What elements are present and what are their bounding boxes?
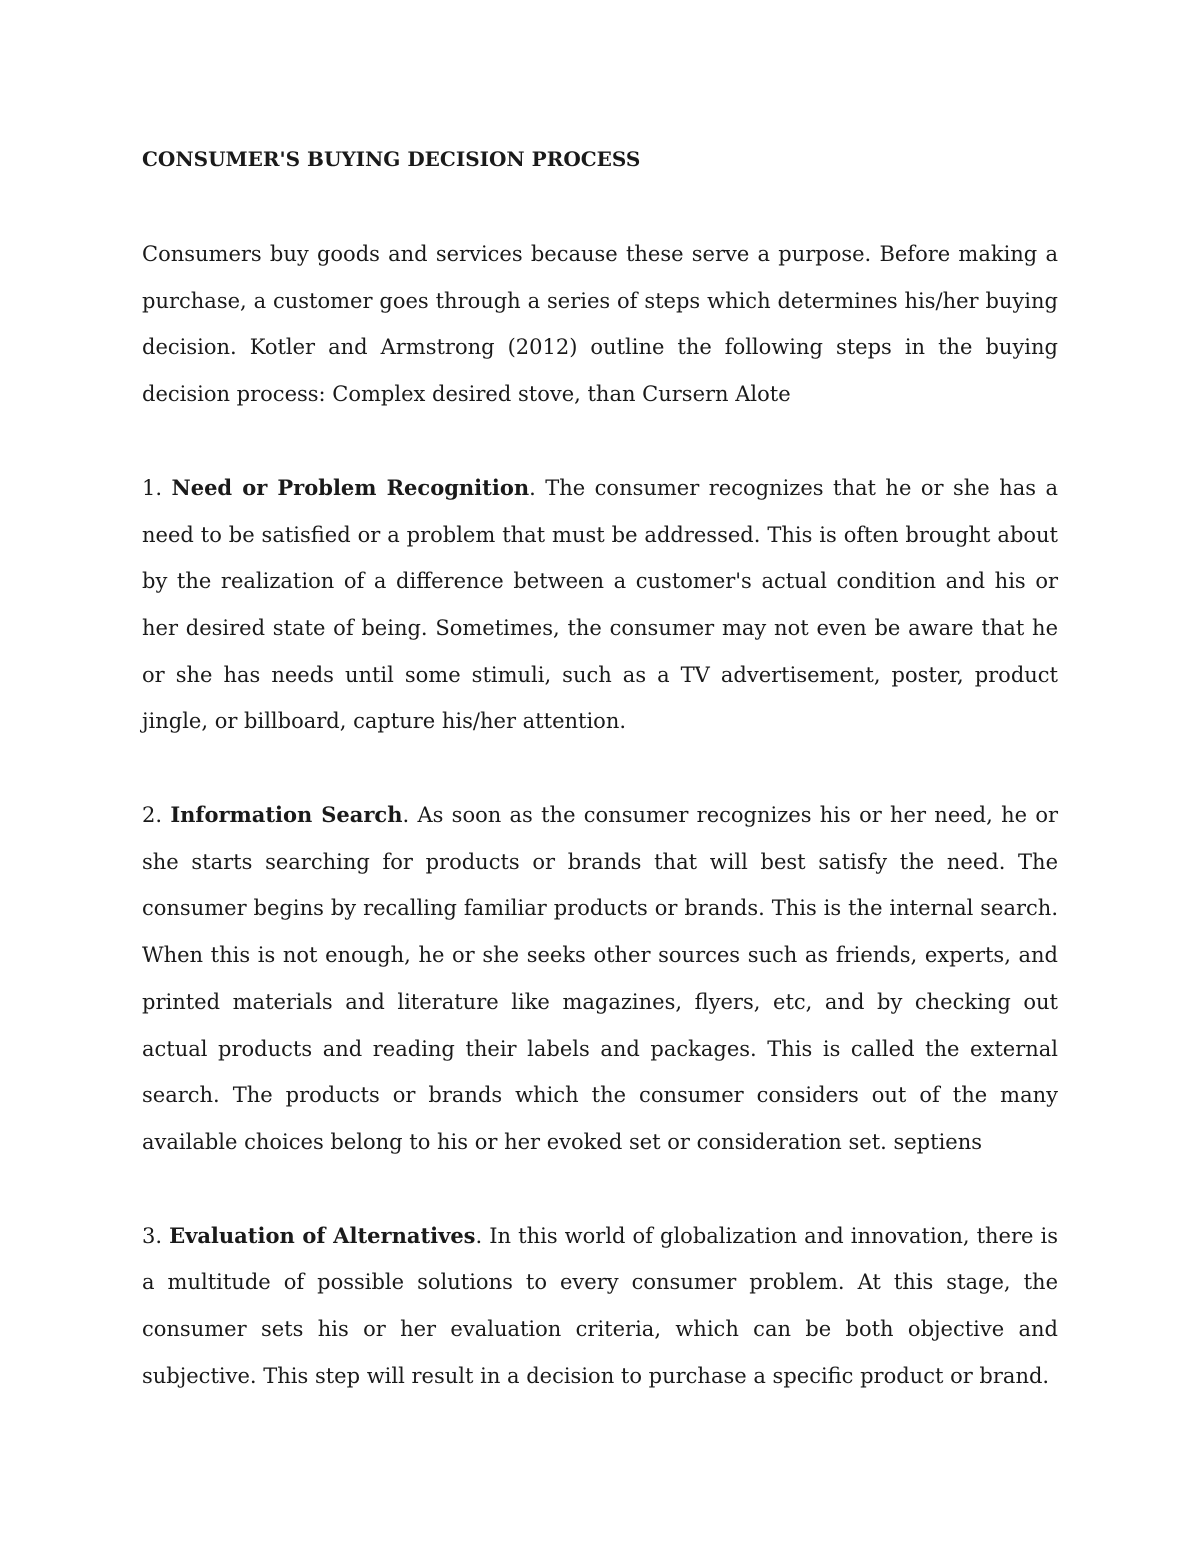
step-text: . In this world of globalization and innovation, there is a multitude of possible solutions to every consumer problem. At this stage, the consumer sets his or her evaluation criteria, which can be both objective and subjective. This step will result in a decision to purchase a specific product or brand. bbox=[142, 1223, 1059, 1388]
step-paragraph bbox=[142, 465, 1058, 745]
step-text: . As soon as the consumer recognizes his or her need, he or she starts searching for products or brands that will best satisfy the need. The consumer begins by recalling familiar products or brands. This is the internal search. When this is not enough, he or she seeks other sources such as friends, experts, and printed materials and literature like magazines, flyers, etc, and by checking out actual products and reading their labels and packages. This is called the external search. The products or brands which the consumer considers out of the many available choices belong to his or her evoked set or consideration set. septiens bbox=[142, 803, 1058, 1154]
step-paragraph bbox=[142, 1213, 1058, 1400]
step-number: 3. bbox=[142, 1223, 170, 1248]
intro-paragraph: Consumers buy goods and services because these serve a purpose. Before making a purchase, a customer goes through a series of steps which determines his/her buying decision. Kotler and Armstrong (2012) outline the following steps in the buying decision process: Complex desired stove, than Cursern Alote bbox=[142, 242, 1058, 407]
step-term: Evaluation of Alternatives bbox=[169, 1222, 476, 1248]
step-text: . The consumer recognizes that he or she has a need to be satisfied or a problem that must be addressed. This is often brought about by the realization of a difference between a customer's actual condition and his or her desired state of being. Sometimes, the consumer may not even be aware that he or she has needs until some stimuli, such as a TV advertisement, poster, product jingle, or billboard, capture his/her attention. bbox=[142, 475, 1058, 734]
step-term: Need or Problem Recognition bbox=[171, 474, 530, 500]
step-paragraph bbox=[142, 792, 1058, 1166]
document-body bbox=[142, 136, 1058, 1399]
step-number: 2. bbox=[142, 803, 171, 828]
step-term: Information Search bbox=[170, 802, 403, 828]
document-title: CONSUMER'S BUYING DECISION PROCESS bbox=[142, 147, 641, 171]
step-number: 1. bbox=[142, 475, 172, 500]
